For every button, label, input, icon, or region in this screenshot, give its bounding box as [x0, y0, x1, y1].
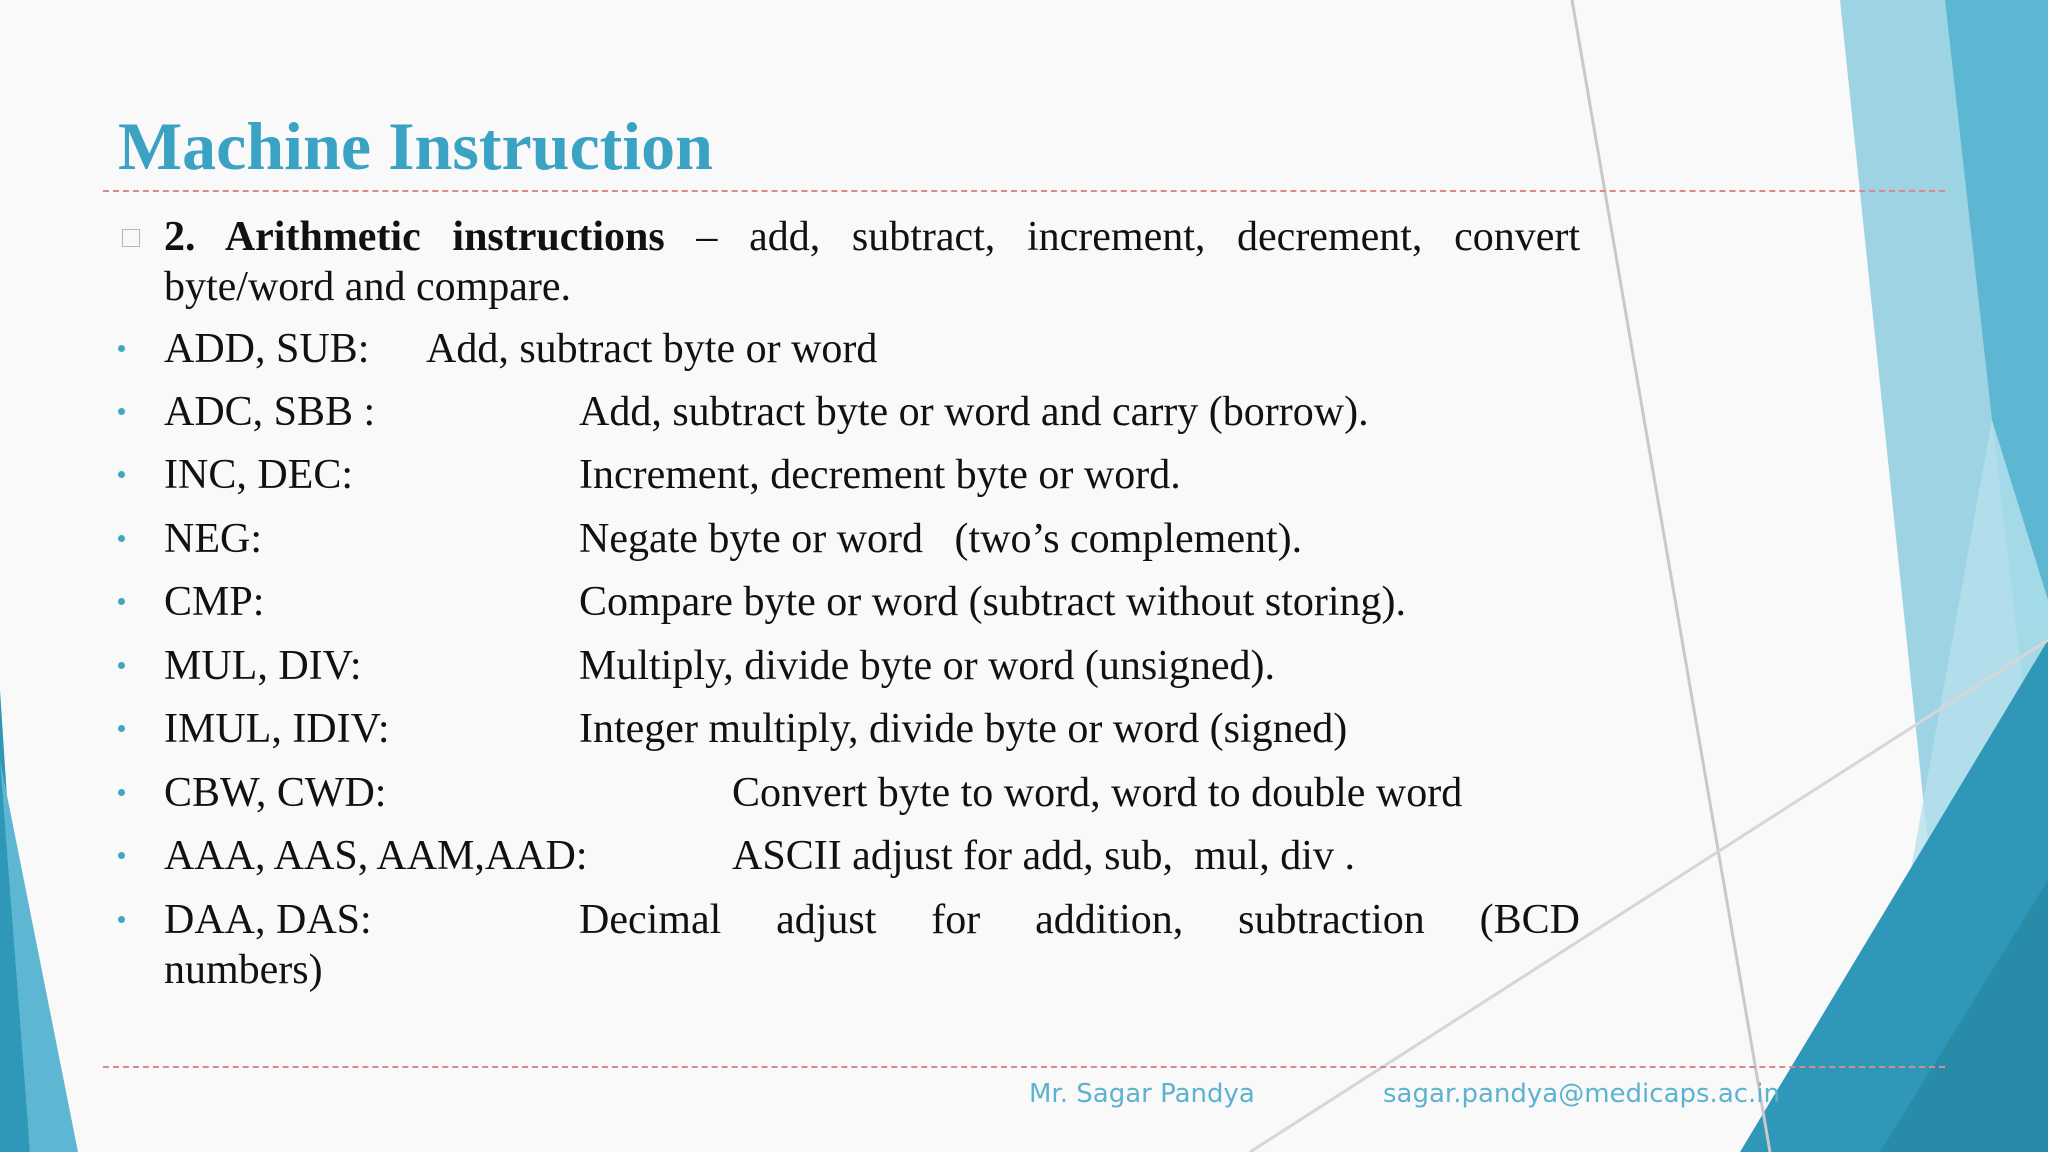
- square-bullet-icon: [122, 229, 140, 247]
- footer-divider: [103, 1066, 1945, 1068]
- instruction-description: Multiply, divide byte or word (unsigned).: [579, 643, 1276, 689]
- bullet-dot-icon: [118, 471, 125, 478]
- instruction-description: Convert byte to word, word to double word: [732, 770, 1463, 816]
- instruction-mnemonic: ADD, SUB:: [164, 326, 370, 372]
- instruction-mnemonic: DAA, DAS:: [164, 897, 372, 943]
- bullet-dot-icon: [118, 916, 125, 923]
- instruction-mnemonic: IMUL, IDIV:: [164, 706, 390, 752]
- instruction-description: Compare byte or word (subtract without storing).: [579, 579, 1406, 625]
- bullet-dot-icon: [118, 662, 125, 669]
- instruction-mnemonic: CBW, CWD:: [164, 770, 387, 816]
- bullet-dot-icon: [118, 408, 125, 415]
- instruction-mnemonic: ADC, SBB :: [164, 389, 376, 435]
- bullet-dot-icon: [118, 598, 125, 605]
- page-title: Machine Instruction: [118, 108, 713, 184]
- intro-heading: 2. Arithmetic instructions: [164, 214, 665, 260]
- footer-email: sagar.pandya@medicaps.ac.in: [1383, 1079, 1781, 1109]
- instruction-description: Negate byte or word (two’s complement).: [579, 516, 1303, 562]
- instruction-mnemonic: CMP:: [164, 579, 265, 625]
- bullet-dot-icon: [118, 725, 125, 732]
- instruction-description: ASCII adjust for add, sub, mul, div .: [732, 833, 1355, 879]
- bullet-dot-icon: [118, 852, 125, 859]
- bullet-dot-icon: [118, 789, 125, 796]
- instruction-mnemonic: AAA, AAS, AAM,AAD:: [164, 833, 588, 879]
- instruction-description: Add, subtract byte or word: [426, 326, 878, 372]
- instruction-description: Add, subtract byte or word and carry (borrow).: [579, 389, 1369, 435]
- instruction-description-continuation: numbers): [164, 947, 323, 993]
- instruction-mnemonic: INC, DEC:: [164, 452, 353, 498]
- instruction-description: Decimal adjust for addition, subtraction (BCD: [579, 897, 1580, 943]
- instruction-mnemonic: MUL, DIV:: [164, 643, 362, 689]
- intro-text: – add, subtract, increment, decrement, convert byte/word and compare.: [164, 214, 1581, 310]
- instruction-description: Integer multiply, divide byte or word (signed): [579, 706, 1348, 752]
- footer-author: Mr. Sagar Pandya: [1029, 1079, 1255, 1109]
- bullet-dot-icon: [118, 345, 125, 352]
- bullet-dot-icon: [118, 535, 125, 542]
- instruction-mnemonic: NEG:: [164, 516, 262, 562]
- intro-paragraph: [164, 212, 1580, 312]
- instruction-description: Increment, decrement byte or word.: [579, 452, 1181, 498]
